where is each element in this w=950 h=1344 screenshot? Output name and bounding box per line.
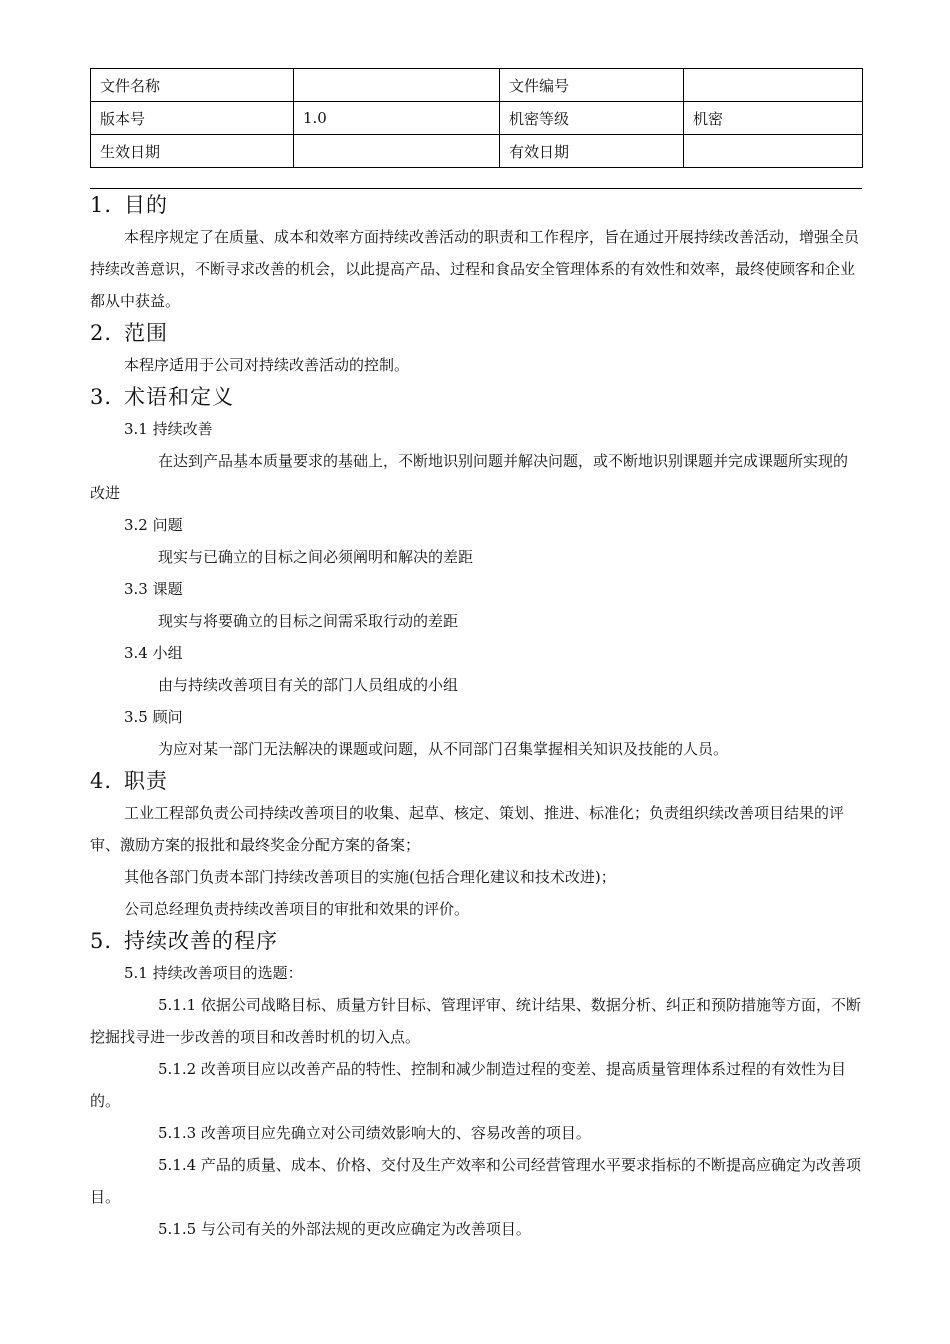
responsibility-text: 公司总经理负责持续改善项目的审批和效果的评价。 <box>124 900 470 918</box>
procedure-item: 5.1.5 与公司有关的外部法规的更改应确定为改善项目。 <box>158 1220 531 1238</box>
file-number-value <box>684 69 863 102</box>
term-definition: 现实与将要确立的目标之间需采取行动的差距 <box>158 612 459 630</box>
term-definition: 由与持续改善项目有关的部门人员组成的小组 <box>158 676 459 694</box>
section-heading-procedure: 5. 持续改善的程序 <box>90 929 278 953</box>
file-name-value <box>294 69 500 102</box>
section-heading-responsibilities: 4. 职责 <box>90 769 168 793</box>
procedure-item: 5.1.1 依据公司战略目标、质量方针目标、管理评审、统计结果、数据分析、纠正和预防措施等方面，不断挖掘找寻进一步改善的项目和改善时机的切入点。 <box>90 996 861 1046</box>
term-definition: 现实与已确立的目标之间必须阐明和解决的差距 <box>158 548 474 566</box>
table-row <box>91 69 863 102</box>
file-number-label: 文件编号 <box>500 69 684 102</box>
term-label: 3.1 持续改善 <box>124 420 213 438</box>
term-label: 3.4 小组 <box>124 644 183 662</box>
term-label: 3.5 顾问 <box>124 708 183 726</box>
term-definition: 在达到产品基本质量要求的基础上，不断地识别问题并解决问题，或不断地识别课题并完成课题所实现的改进 <box>90 452 849 502</box>
term-label: 3.3 课题 <box>124 580 183 598</box>
header-divider <box>90 188 862 189</box>
section-heading-terms: 3. 术语和定义 <box>90 385 234 409</box>
procedure-subheading: 5.1 持续改善项目的选题： <box>124 964 303 982</box>
file-name-label: 文件名称 <box>91 69 294 102</box>
confidentiality-value: 机密 <box>684 102 863 135</box>
term-label: 3.2 问题 <box>124 516 183 534</box>
procedure-item: 5.1.2 改善项目应以改善产品的特性、控制和减少制造过程的变差、提高质量管理体系过程的有效性为目的。 <box>90 1060 846 1110</box>
responsibility-text: 工业工程部负责公司持续改善项目的收集、起草、核定、策划、推进、标准化；负责组织续改善项目结果的评审、激励方案的报批和最终奖金分配方案的备案； <box>90 804 845 854</box>
valid-date-label: 有效日期 <box>500 135 684 168</box>
procedure-item: 5.1.3 改善项目应先确立对公司绩效影响大的、容易改善的项目。 <box>158 1124 591 1142</box>
table-row <box>91 102 863 135</box>
responsibility-text: 其他各部门负责本部门持续改善项目的实施(包括合理化建议和技术改进)； <box>124 868 616 886</box>
confidentiality-label: 机密等级 <box>500 102 684 135</box>
valid-date-value <box>684 135 863 168</box>
table-row <box>91 135 863 168</box>
version-label: 版本号 <box>91 102 294 135</box>
section-heading-purpose: 1. 目的 <box>90 193 168 217</box>
document-page <box>90 68 862 1245</box>
section-purpose-text: 本程序规定了在质量、成本和效率方面持续改善活动的职责和工作程序，旨在通过开展持续改善活动，增强全员持续改善意识，不断寻求改善的机会，以此提高产品、过程和食品安全管理体系的有效性和效率，最终使顾客和企业都从中获益。 <box>90 228 860 310</box>
section-scope-text: 本程序适用于公司对持续改善活动的控制。 <box>124 356 410 374</box>
effective-date-label: 生效日期 <box>91 135 294 168</box>
effective-date-value <box>294 135 500 168</box>
version-value: 1.0 <box>294 102 500 135</box>
document-info-table <box>90 68 863 168</box>
section-heading-scope: 2. 范围 <box>90 321 168 345</box>
procedure-item: 5.1.4 产品的质量、成本、价格、交付及生产效率和公司经营管理水平要求指标的不断提高应确定为改善项目。 <box>90 1156 861 1206</box>
term-definition: 为应对某一部门无法解决的课题或问题，从不同部门召集掌握相关知识及技能的人员。 <box>158 740 729 758</box>
